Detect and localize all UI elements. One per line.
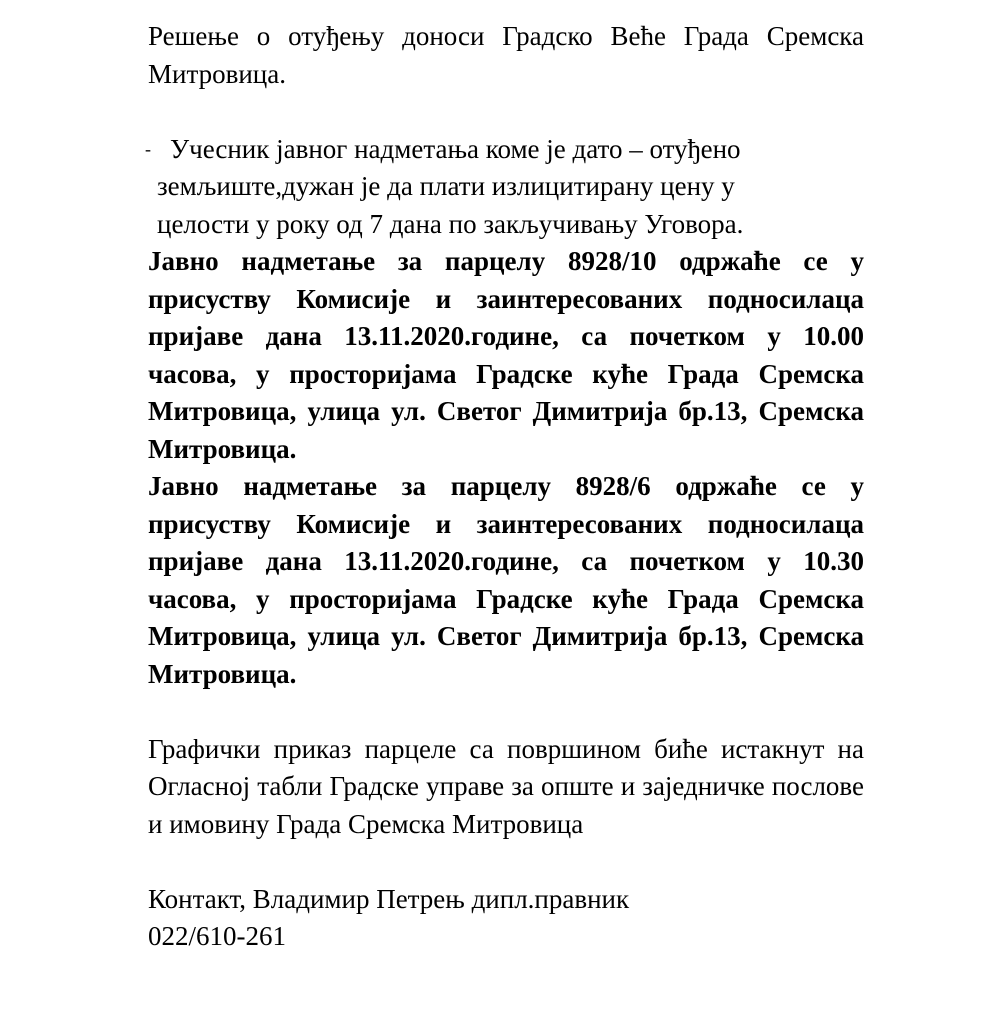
bullet-dash: - <box>145 138 151 159</box>
spacer <box>148 93 864 131</box>
bullet-item <box>145 131 864 244</box>
bullet-line-1: Учесник јавног надметања коме је дато – отуђено <box>170 133 741 164</box>
bullet-line-3: целости у року од 7 дана по закључивању Уговора. <box>157 208 744 239</box>
spacer <box>148 843 864 881</box>
graphic-notice-paragraph: Графички приказ парцеле са површином биће истакнут на Огласној табли Градске управе за опште и заједничке послове и имовину Града Сремска Митровица <box>148 733 864 839</box>
intro-paragraph: Решење о отуђењу доноси Градско Веће Града Сремска Митровица. <box>148 21 864 89</box>
contact-phone: 022/610-261 <box>148 921 286 951</box>
spacer <box>148 693 864 731</box>
auction-paragraph-1: Јавно надметање за парцелу 8928/10 одржаће се у присуству Комисије и заинтересованих подносилаца пријаве дана 13.11.2020.године, са почетком у 10.00 часова, у просторијама Градске куће Града Сремска Митровица, улица ул. Светог Димитрија бр.13, Сремска Митровица. <box>148 246 864 464</box>
contact-line: Контакт, Владимир Петрењ дипл.правник <box>148 883 630 914</box>
document-body <box>145 18 864 956</box>
auction-paragraph-2: Јавно надметање за парцелу 8928/6 одржаће се у присуству Комисије и заинтересованих подносилаца пријаве дана 13.11.2020.године, са почетком у 10.30 часова, у просторијама Градске куће Града Сремска Митровица, улица ул. Светог Димитрија бр.13, Сремска Митровица. <box>148 471 864 689</box>
bullet-line-2: земљиште,дужан је да плати излицитирану цену у <box>157 171 735 201</box>
